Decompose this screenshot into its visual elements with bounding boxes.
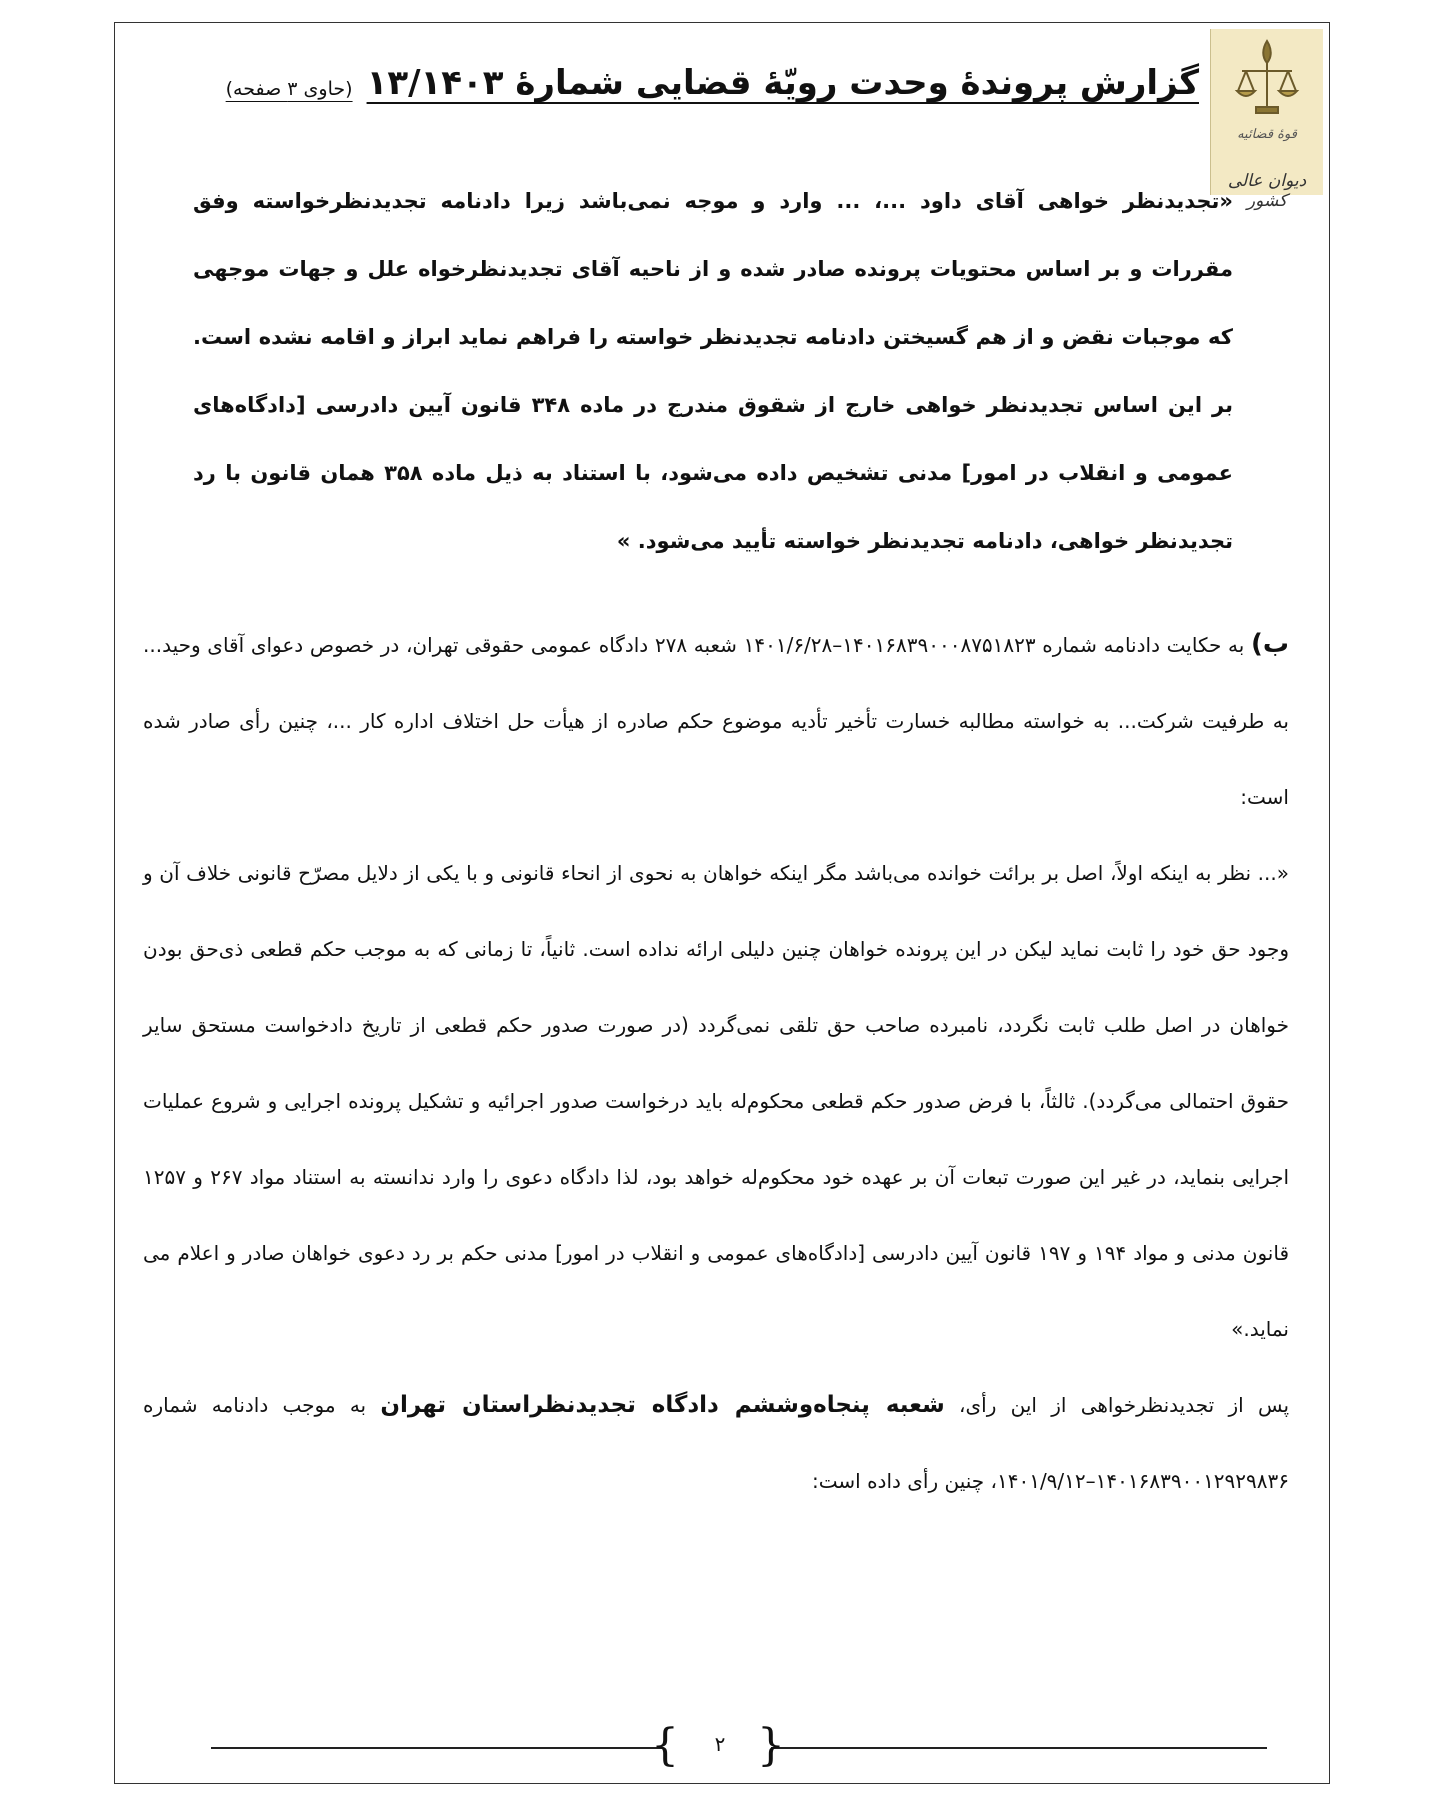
- first-instance-ruling-quote: «... نظر به اینکه اولاً، اصل بر برائت خوانده می‌باشد مگر اینکه خواهان به نحوی از انحاء قانونی و با یکی از دلایل مصرّح قانونی خلاف آن و وجود حق خود را ثابت نماید لیکن در این پرونده خواهان چنین دلیلی ارائه نداده است. ثانیاً، تا زمانی که به موجب حکم قطعی ذی‌حق بودن خواهان در اصل طلب ثابت نگردد، نامبرده صاحب حق تلقی نمی‌گردد (در صورت صدور حکم قطعی از تاریخ دادخواست مستحق سایر حقوق احتمالی می‌گردد). ثالثاً، با فرض صدور حکم قطعی محکوم‌له باید درخواست صدور اجرائیه و تشکیل پرونده اجرایی و شروع عملیات اجرایی بنماید، در غیر این صورت تبعات آن بر عهده خود محکوم‌له خواهد بود، لذا دادگاه دعوی را وارد ندانسته به استناد مواد ۲۶۷ و ۱۲۵۷ قانون مدنی و مواد ۱۹۴ و ۱۹۷ قانون آیین دادرسی [دادگاه‌های عمومی و انقلاب در امور] مدنی حکم بر رد دعوی خواهان صادر و اعلام می نماید.»: [143, 861, 1289, 1341]
- page-footer: [115, 1720, 1329, 1776]
- scales-of-justice-icon: [1232, 35, 1302, 121]
- document-content: [115, 23, 1329, 1783]
- paragraph-b: [143, 606, 1289, 835]
- page-count-note: (حاوی ۳ صفحه): [225, 78, 353, 100]
- appeal-paragraph: [143, 1367, 1289, 1519]
- report-title: گزارش پروندهٔ وحدت رویّهٔ قضایی شمارهٔ ۱۳/۱۴۰۳: [366, 63, 1199, 103]
- appeal-prefix: پس از تجدیدنظرخواهی از این رأی،: [944, 1393, 1290, 1417]
- paragraph-b-text: به حکایت دادنامه شماره ۱۴۰۱۶۸۳۹۰۰۰۸۷۵۱۸۲۳–۱۴۰۱/۶/۲۸ شعبه ۲۷۸ دادگاه عمومی حقوقی تهران، در خصوص دعوای آقای وحید... به طرفیت شرکت... به خواسته مطالبه خسارت تأخیر تأدیه موضوع حکم صادره از هیأت حل اختلاف اداره کار ...، چنین رأی صادر شده است:: [143, 633, 1289, 809]
- paragraph-b-label: ب): [1250, 629, 1289, 659]
- appeal-suffix: به موجب دادنامه شماره ۱۴۰۱۶۸۳۹۰۰۱۲۹۲۹۸۳۶–۱۴۰۱/۹/۱۲، چنین رأی داده است:: [143, 1393, 1289, 1493]
- appeal-court-quote: [193, 167, 1233, 575]
- case-body: [143, 606, 1289, 1519]
- appeal-court-name: شعبه پنجاه‌وششم دادگاه تجدیدنظراستان تهران: [380, 1392, 945, 1418]
- quote-paragraph: «تجدیدنظر خواهی آقای داود ...، ... وارد و موجه نمی‌باشد زیرا دادنامه تجدیدنظرخواسته وفق مقررات و بر اساس محتویات پرونده صادر شده و از ناحیه آقای تجدیدنظرخواه علل و جهات موجهی که موجبات نقض و از هم گسیختن دادنامه تجدیدنظر خواسته را فراهم نماید ابراز و اقامه نشده است. بر این اساس تجدیدنظر خواهی خارج از شقوق مندرج در ماده ۳۴۸ قانون آیین دادرسی [دادگاه‌های عمومی و انقلاب در امور] مدنی تشخیص داده می‌شود، با استناد به ذیل ماده ۳۵۸ همان قانون با رد تجدیدنظر خواهی، دادنامه تجدیدنظر خواسته تأیید می‌شود. »: [193, 189, 1233, 553]
- page-number: ۲: [714, 1732, 726, 1756]
- footer-brace-left: {: [651, 1720, 679, 1771]
- report-header: [226, 63, 1199, 103]
- page-frame: [114, 22, 1330, 1784]
- footer-rule-left: [211, 1747, 663, 1749]
- logo-title: قوهٔ قضائیه: [1237, 127, 1297, 142]
- footer-brace-right: }: [757, 1720, 785, 1771]
- footer-rule-right: [771, 1747, 1267, 1749]
- logo-organization: دیوان عالی کشور: [1227, 171, 1307, 211]
